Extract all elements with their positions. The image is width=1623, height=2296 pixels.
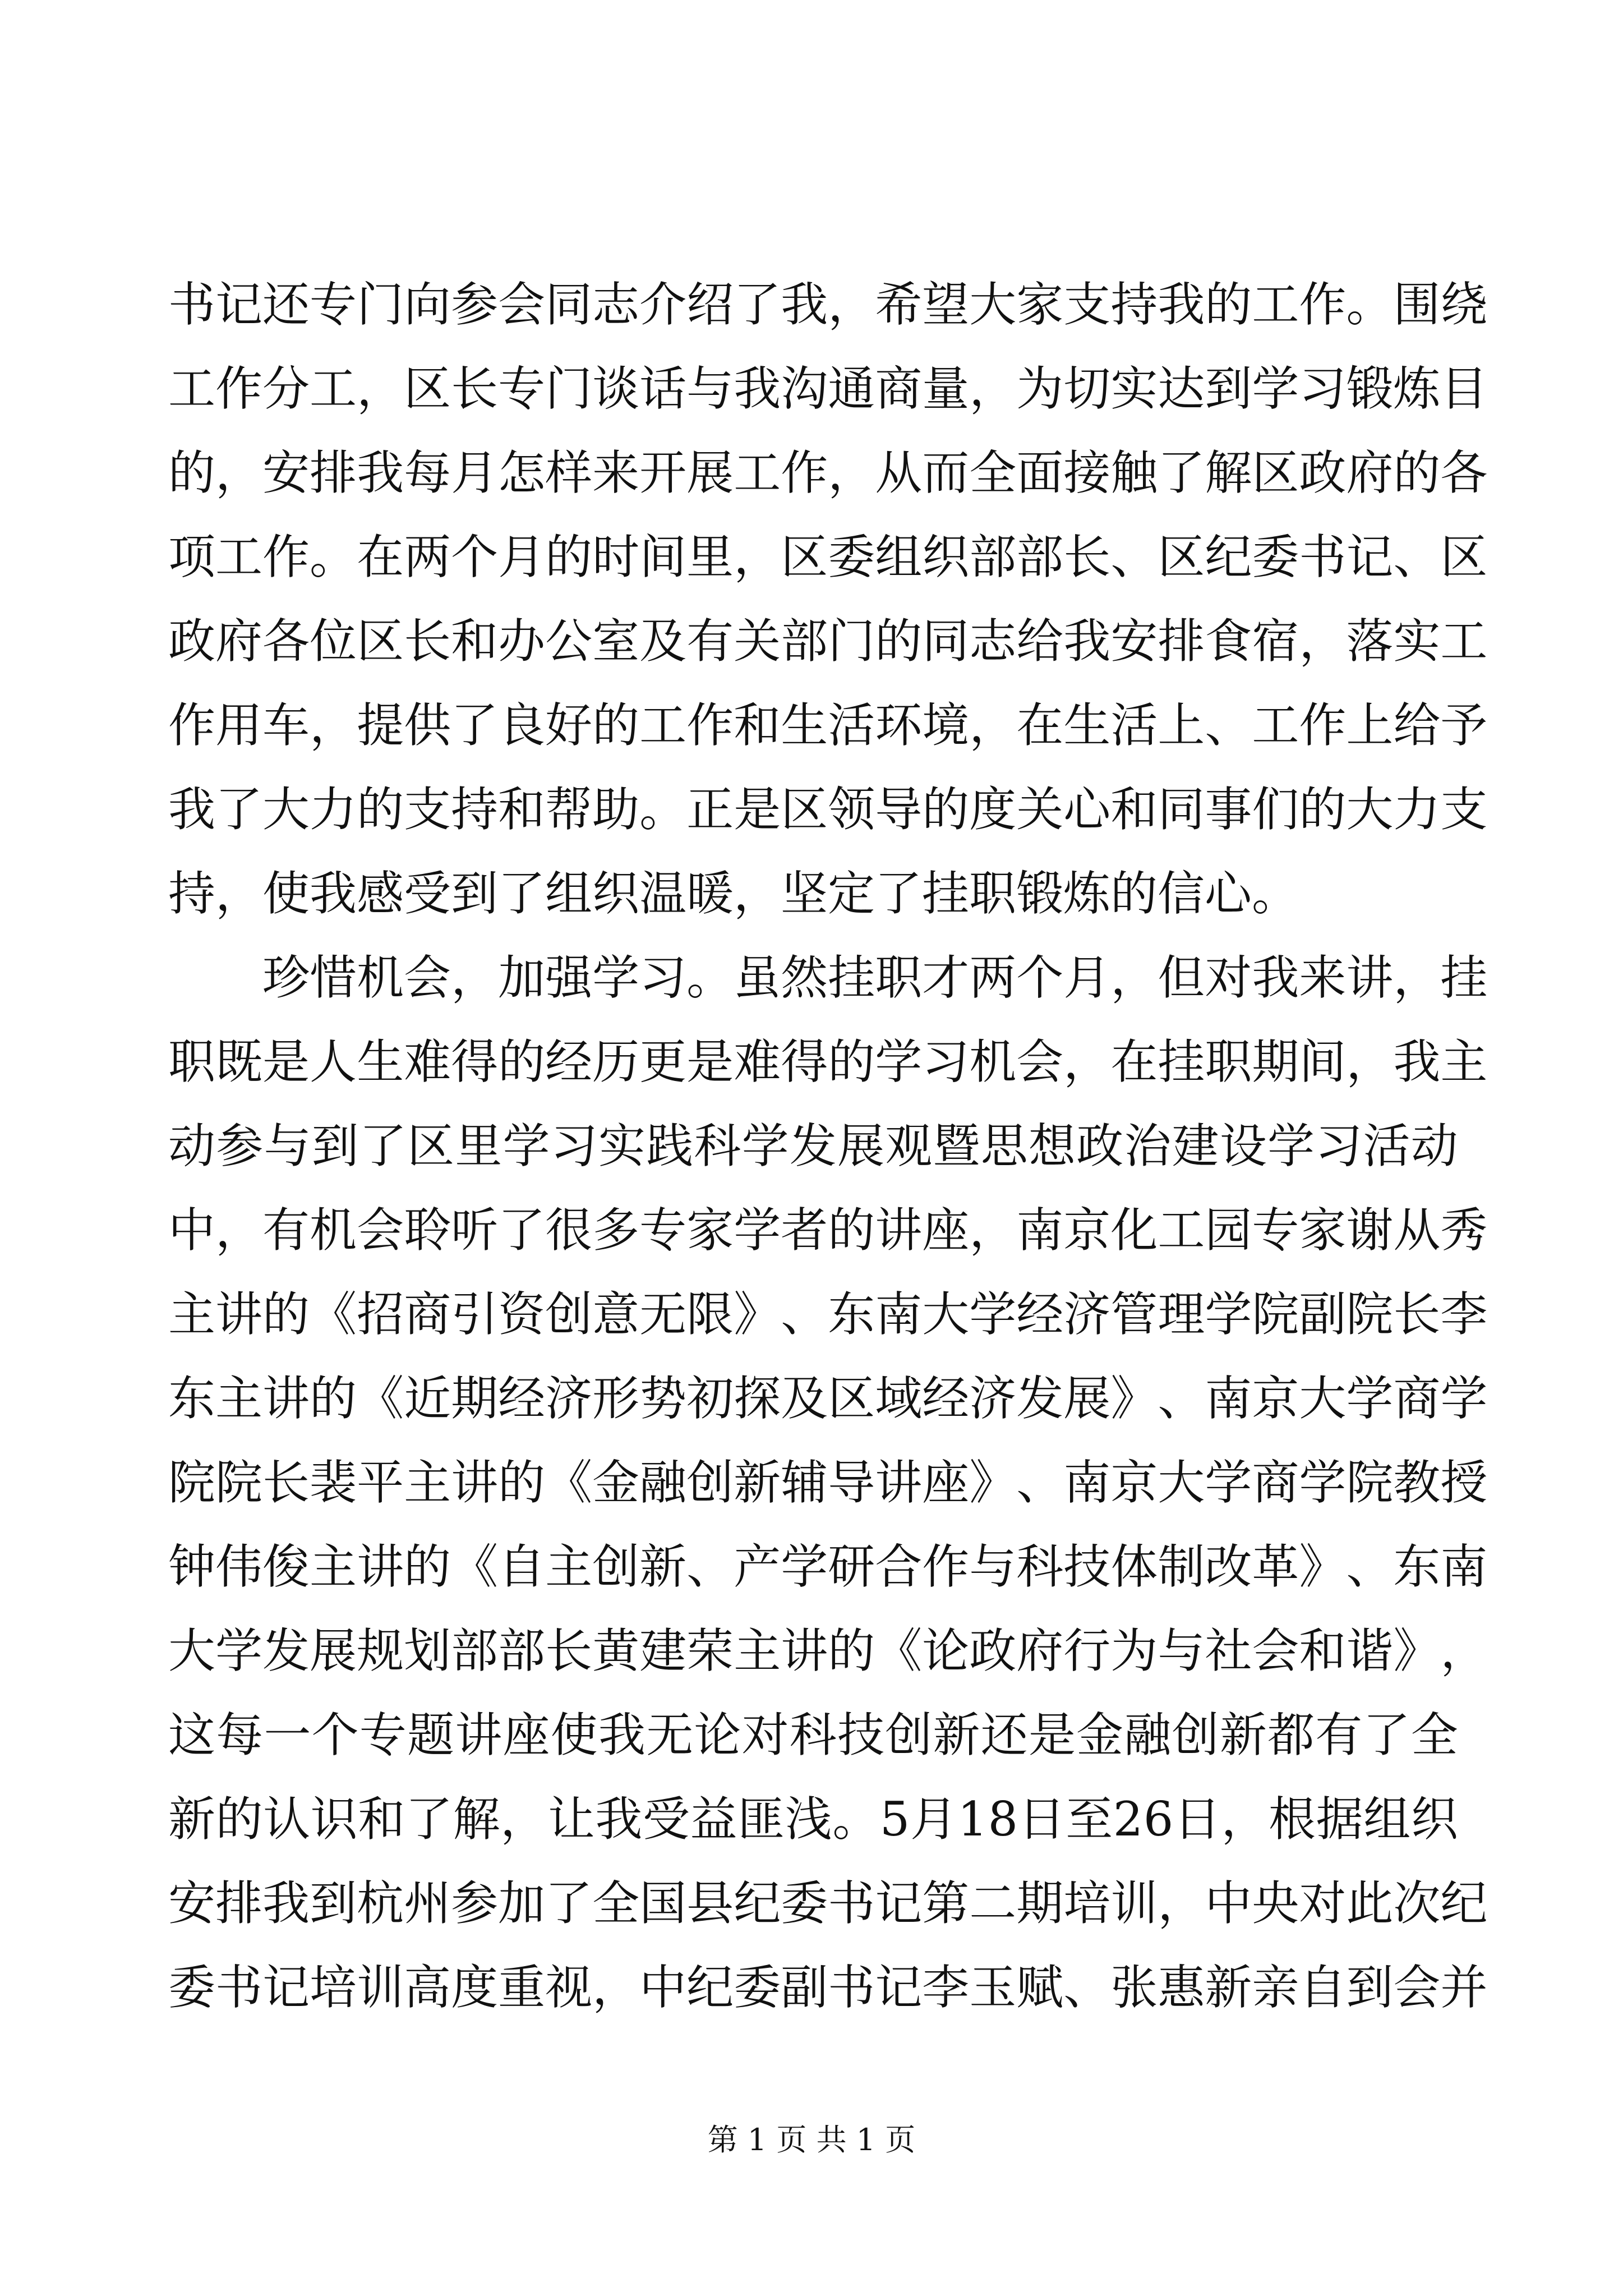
text-line: 安 排 我 到 杭 州 参 加 了 全 国 县 纪 委 书 记 第 二 期 培 训 ， 中 央 对 此 次 纪 [168, 1876, 1488, 1931]
text-line: 钟 伟 俊 主 讲 的 《 自 主 创 新 、 产 学 研 合 作 与 科 技 体 制 改 革 》 、 东 南 [168, 1539, 1488, 1594]
text-line: 作 用 车 ， 提 供 了 良 好 的 工 作 和 生 活 环 境 ， 在 生 活 上 、 工 作 上 给 予 [168, 698, 1488, 753]
text-line: 院 院 长 裴 平 主 讲 的 《 金 融 创 新 辅 导 讲 座 》 、 南 京 大 学 商 学 院 教 授 [168, 1455, 1488, 1510]
text-line: 政 府 各 位 区 长 和 办 公 室 及 有 关 部 门 的 同 志 给 我 安 排 食 宿 ， 落 实 工 [168, 614, 1488, 669]
text-line: 中 ， 有 机 会 聆 听 了 很 多 专 家 学 者 的 讲 座 ， 南 京 化 工 园 专 家 谢 从 秀 [168, 1203, 1488, 1258]
paragraph-first-line: 珍 惜 机 会 ， 加 强 学 习 。 虽 然 挂 职 才 两 个 月 ， 但 对 我 来 讲 ， 挂 [262, 950, 1488, 1005]
text-line: 大 学 发 展 规 划 部 部 长 黄 建 荣 主 讲 的 《 论 政 府 行 为 与 社 会 和 谐 》 ， [168, 1623, 1488, 1678]
text-line: 项 工 作 。 在 两 个 月 的 时 间 里 ， 区 委 组 织 部 部 长 、 区 纪 委 书 记 、 区 [168, 530, 1488, 585]
text-line: 主 讲 的 《 招 商 引 资 创 意 无 限 》 、 东 南 大 学 经 济 管 理 学 院 副 院 长 李 [168, 1287, 1488, 1342]
text-line: 持，使我感受到了组织温暖，坚定了挂职锻炼的信心。 [168, 866, 1299, 921]
text-line: 我 了 大 力 的 支 持 和 帮 助 。 正 是 区 领 导 的 度 关 心 和 同 事 们 的 大 力 支 [168, 782, 1488, 837]
text-line: 职 既 是 人 生 难 得 的 经 历 更 是 难 得 的 学 习 机 会 ， 在 挂 职 期 间 ， 我 主 [168, 1034, 1488, 1089]
text-line: 委 书 记 培 训 高 度 重 视 ， 中 纪 委 副 书 记 李 玉 赋 、 张 惠 新 亲 自 到 会 并 [168, 1960, 1488, 2015]
text-line: 书 记 还 专 门 向 参 会 同 志 介 绍 了 我 ， 希 望 大 家 支 持 我 的 工 作 。 围 绕 [168, 277, 1488, 332]
page-footer: 第 1 页 共 1 页 [707, 2122, 916, 2157]
text-line: 这 每 一 个 专 题 讲 座 使 我 无 论 对 科 技 创 新 还 是 金 融 创 新 都 有 了 全 [168, 1708, 1458, 1763]
body-text [168, 263, 1488, 2030]
text-line: 的 ， 安 排 我 每 月 怎 样 来 开 展 工 作 ， 从 而 全 面 接 触 了 解 区 政 府 的 各 [168, 445, 1488, 500]
text-line: 新 的 认 识 和 了 解 ， 让 我 受 益 匪 浅 。 5 月 1 8 日 至 2 6 日 ， 根 据 组 织 [168, 1792, 1458, 1847]
text-line: 东 主 讲 的 《 近 期 经 济 形 势 初 探 及 区 域 经 济 发 展 》 、 南 京 大 学 商 学 [168, 1371, 1488, 1426]
text-line: 工 作 分 工 ， 区 长 专 门 谈 话 与 我 沟 通 商 量 ， 为 切 实 达 到 学 习 锻 炼 目 [168, 361, 1488, 416]
text-line: 动 参 与 到 了 区 里 学 习 实 践 科 学 发 展 观 暨 思 想 政 治 建 设 学 习 活 动 [168, 1119, 1458, 1174]
